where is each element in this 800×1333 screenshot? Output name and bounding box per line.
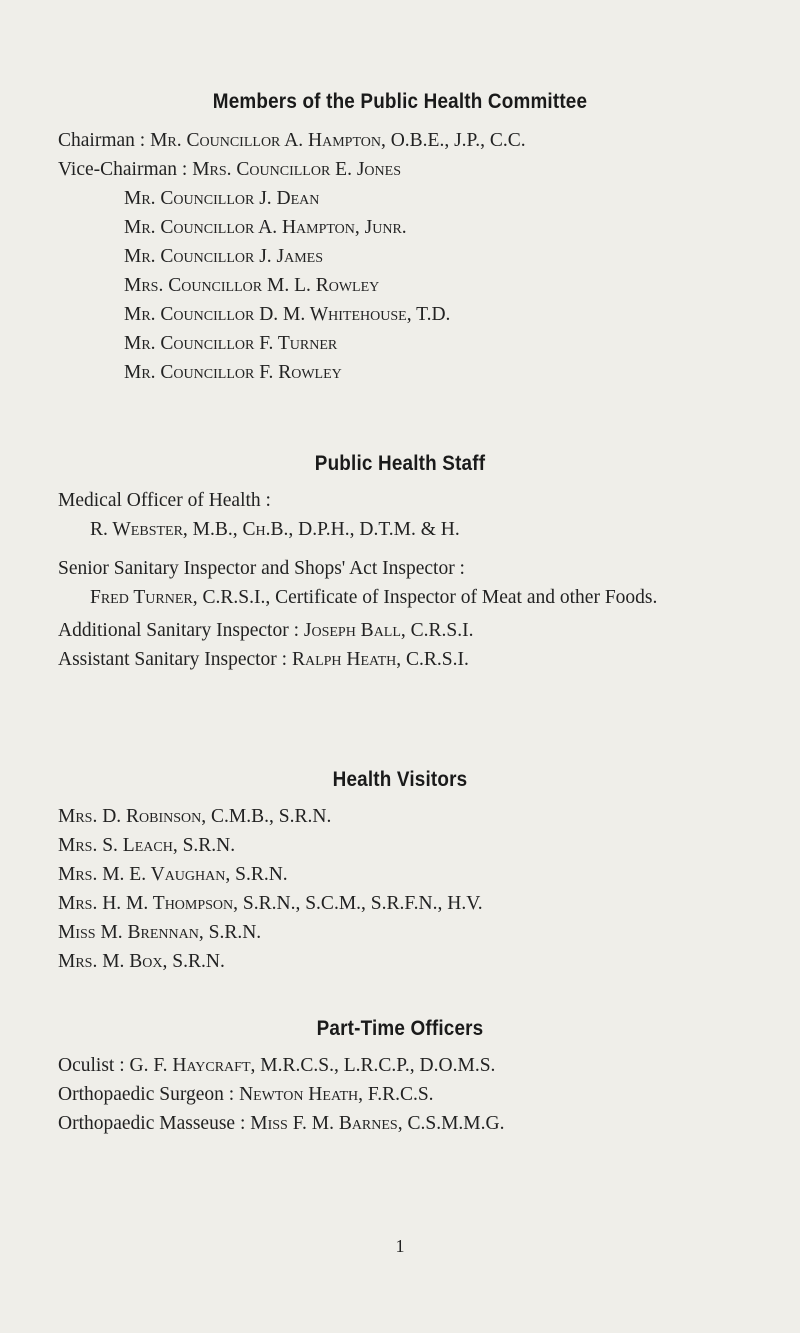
senior-inspector-label: Senior Sanitary Inspector and Shops' Act Inspector : — [58, 558, 465, 579]
page-number: 1 — [395, 1236, 405, 1256]
oculist-label: Oculist : — [58, 1055, 125, 1076]
assistant-inspector-line — [58, 645, 800, 674]
senior-inspector-name: Fred Turner, — [90, 587, 198, 608]
masseuse-line — [58, 1109, 800, 1138]
visitor-item: Mrs. H. M. Thompson, S.R.N., S.C.M., S.R.F.N., H.V. — [58, 893, 483, 914]
chairman-line — [58, 126, 800, 155]
assistant-inspector-label: Assistant Sanitary Inspector : — [58, 649, 288, 670]
parttime-section — [0, 1017, 800, 1138]
visitor-item: Mrs. S. Leach, S.R.N. — [58, 835, 236, 856]
surgeon-line — [58, 1080, 800, 1109]
committee-member: Mr. Councillor F. Turner — [124, 333, 338, 354]
chairman-label: Chairman : — [58, 130, 146, 151]
parttime-heading: Part-Time Officers — [316, 1017, 484, 1040]
staff-section — [0, 452, 800, 674]
staff-heading: Public Health Staff — [314, 452, 486, 475]
moh-label: Medical Officer of Health : — [58, 490, 271, 511]
visitors-heading: Health Visitors — [332, 768, 468, 791]
additional-inspector-label: Additional Sanitary Inspector : — [58, 620, 299, 641]
assistant-inspector-quals: C.R.S.I. — [406, 649, 469, 670]
masseuse-name: Miss F. M. Barnes, C.S.M.M.G. — [250, 1113, 505, 1134]
vice-chairman-line — [58, 155, 800, 184]
masseuse-label: Orthopaedic Masseuse : — [58, 1113, 246, 1134]
surgeon-name: Newton Heath, F.R.C.S. — [239, 1084, 434, 1105]
committee-member: Mr. Councillor A. Hampton, Junr. — [124, 217, 407, 238]
visitors-section — [0, 768, 800, 976]
senior-inspector-quals: C.R.S.I., Certificate of Inspector of Meat and other Foods. — [202, 587, 658, 608]
additional-inspector-name: Joseph Ball, — [303, 620, 406, 641]
visitor-item: Mrs. M. E. Vaughan, S.R.N. — [58, 864, 288, 885]
committee-heading: Members of the Public Health Committee — [212, 90, 588, 113]
vice-chairman-label: Vice-Chairman : — [58, 159, 188, 180]
additional-inspector-line — [58, 616, 800, 645]
vice-chairman-name: Mrs. Councillor E. Jones — [192, 159, 401, 180]
visitor-item: Mrs. D. Robinson, C.M.B., S.R.N. — [58, 806, 332, 827]
committee-member: Mr. Councillor J. James — [124, 246, 324, 267]
committee-member: Mr. Councillor D. M. Whitehouse, T.D. — [124, 304, 451, 325]
moh-name: R. Webster, M.B., Ch.B., D.P.H., D.T.M. & H. — [90, 519, 460, 540]
visitor-item: Mrs. M. Box, S.R.N. — [58, 951, 225, 972]
committee-member: Mr. Councillor F. Rowley — [124, 362, 342, 383]
oculist-name: G. F. Haycraft, M.R.C.S., L.R.C.P., D.O.M.S. — [129, 1055, 496, 1076]
visitor-item: Miss M. Brennan, S.R.N. — [58, 922, 262, 943]
chairman-name: Mr. Councillor A. Hampton, O.B.E., J.P., C.C. — [150, 130, 526, 151]
oculist-line — [58, 1051, 800, 1080]
surgeon-label: Orthopaedic Surgeon : — [58, 1084, 235, 1105]
committee-member: Mr. Councillor J. Dean — [124, 188, 320, 209]
committee-member: Mrs. Councillor M. L. Rowley — [124, 275, 380, 296]
additional-inspector-quals: C.R.S.I. — [410, 620, 474, 641]
assistant-inspector-name: Ralph Heath, — [291, 649, 402, 670]
senior-inspector-entry — [58, 583, 800, 612]
committee-section — [0, 90, 800, 387]
